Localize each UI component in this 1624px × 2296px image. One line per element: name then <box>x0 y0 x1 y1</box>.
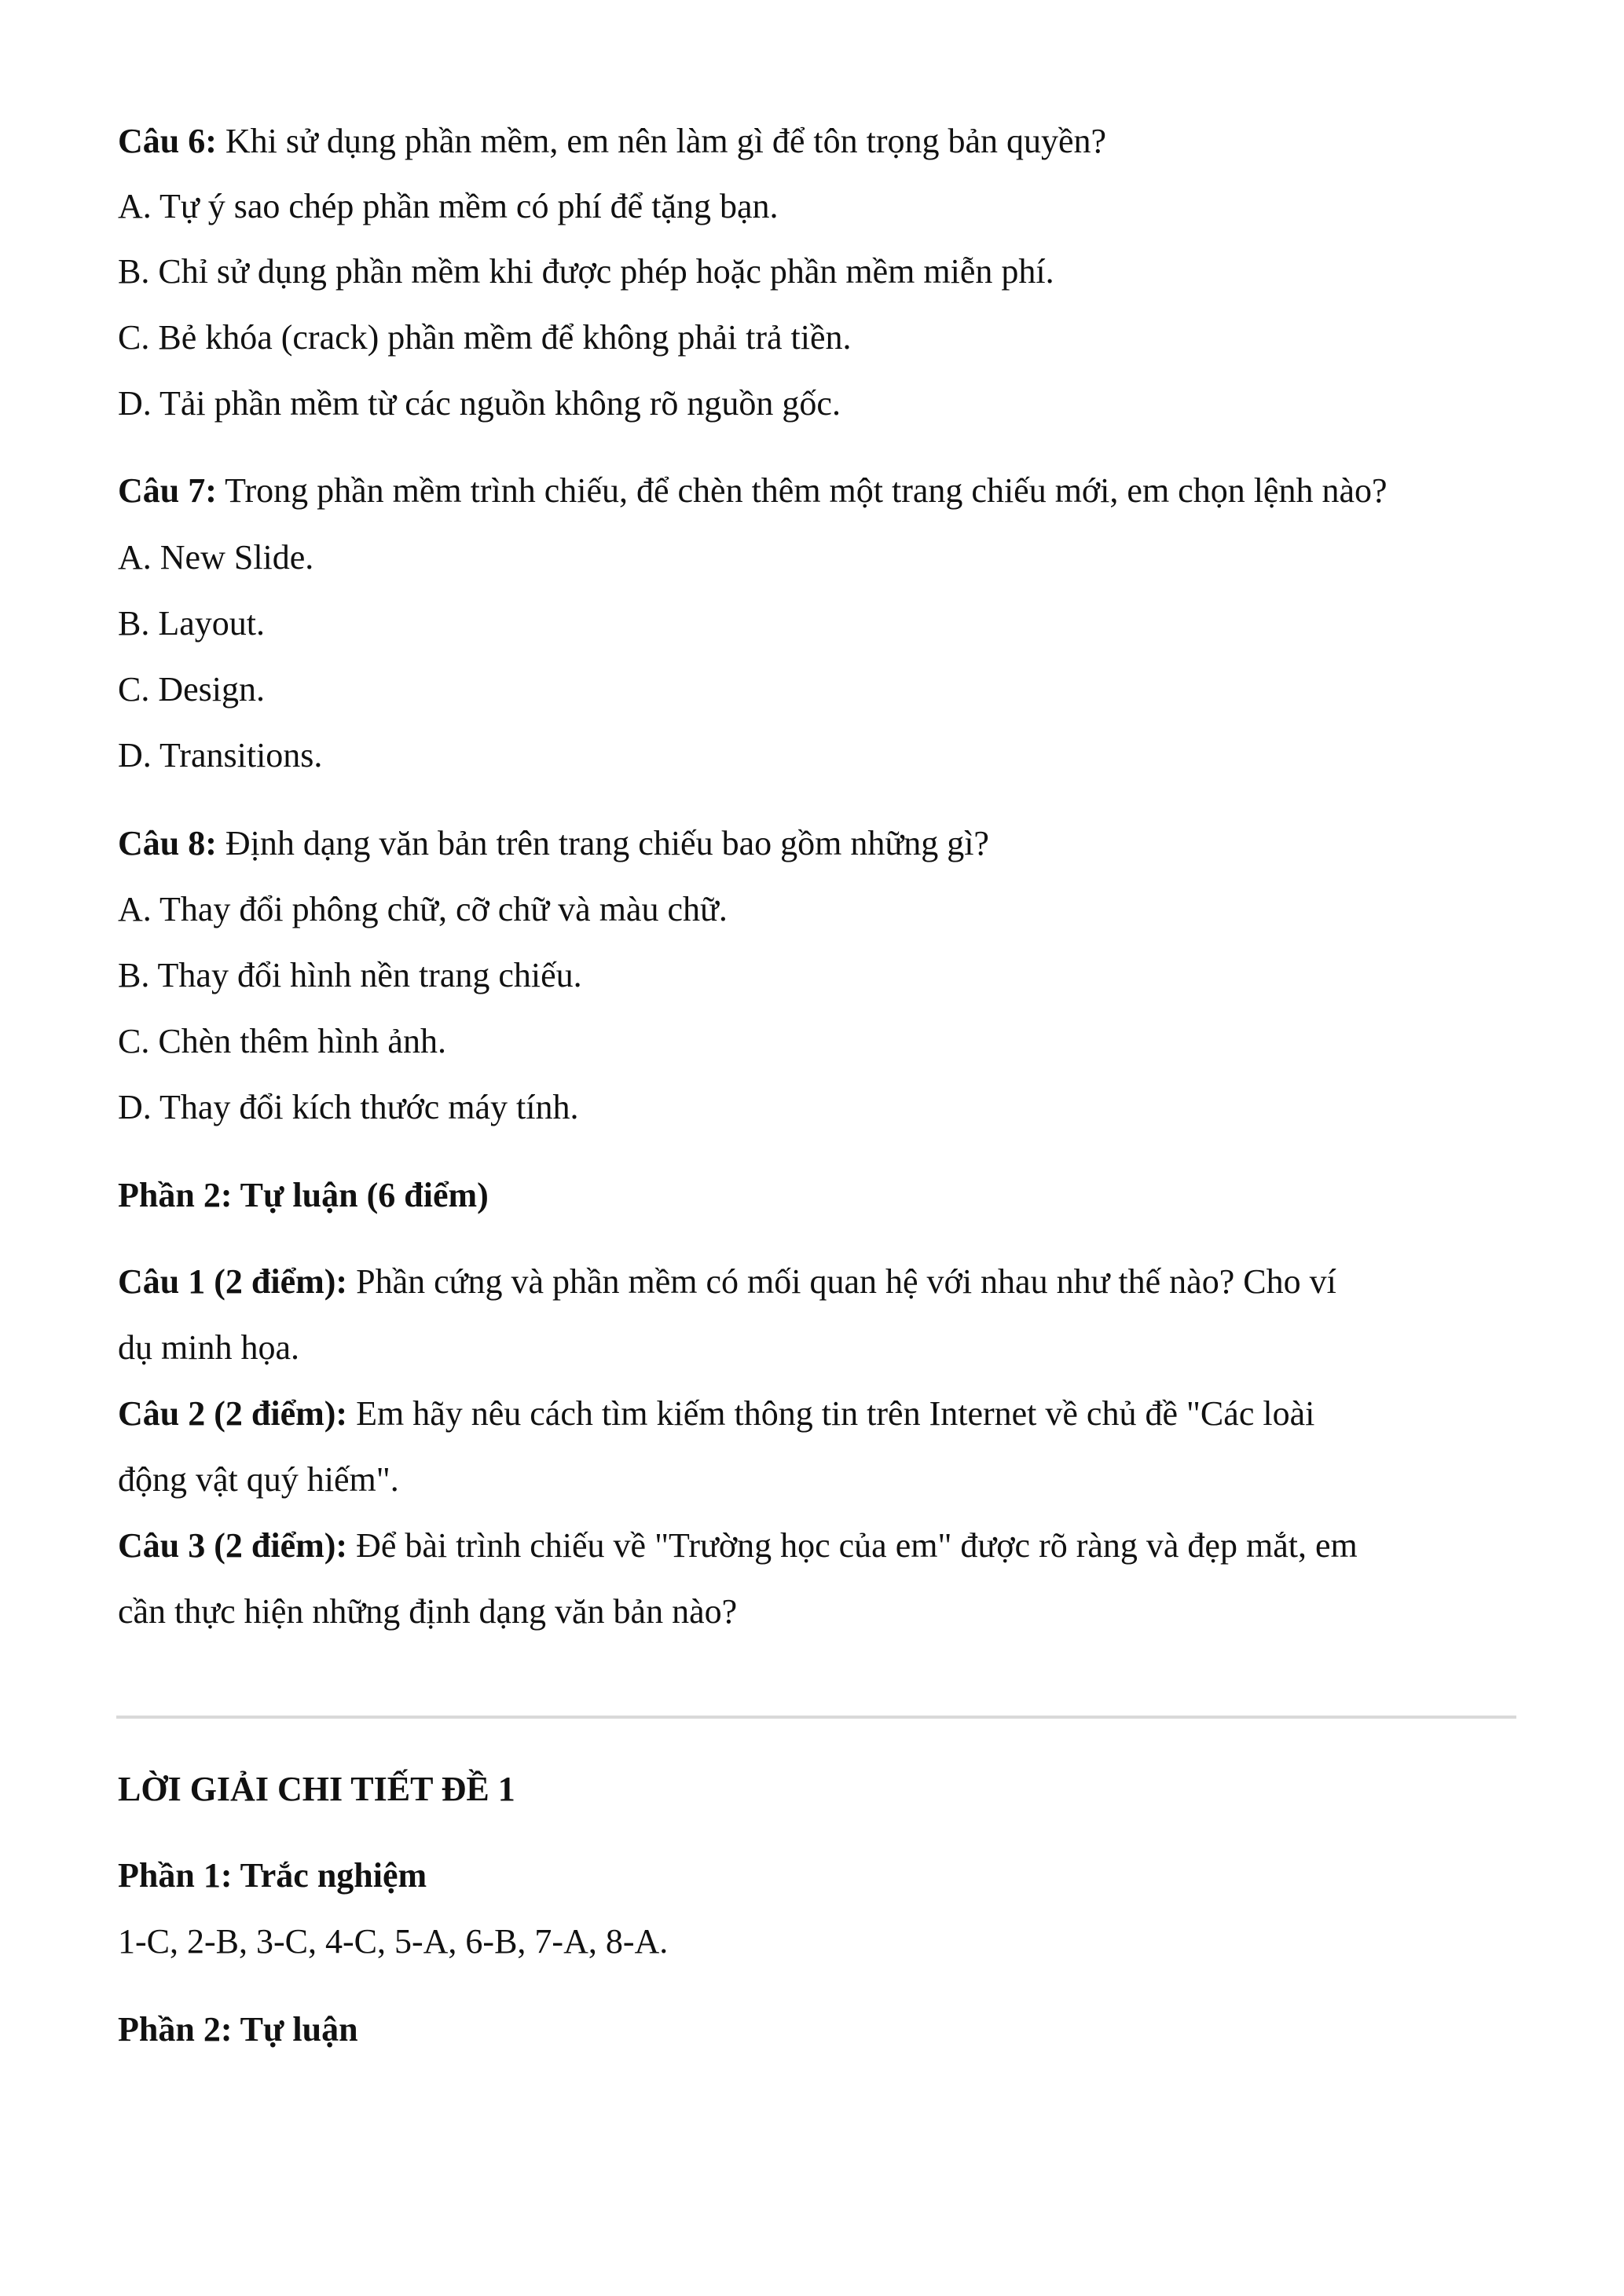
question-8-option-c: C. Chèn thêm hình ảnh. <box>118 1022 446 1060</box>
essay-question-2-text: Em hãy nêu cách tìm kiếm thông tin trên Internet về chủ đề "Các loài <box>347 1394 1315 1433</box>
question-6-option-a: A. Tự ý sao chép phần mềm có phí để tặng bạn. <box>118 187 779 225</box>
essay-question-1-continuation: dụ minh họa. <box>118 1328 299 1367</box>
essay-question-1-label: Câu 1 (2 điểm): <box>118 1262 348 1301</box>
essay-question-3-continuation: cần thực hiện những định dạng văn bản nào? <box>118 1592 738 1631</box>
solution-answer-key: 1-C, 2-B, 3-C, 4-C, 5-A, 6-B, 7-A, 8-A. <box>118 1922 669 1961</box>
question-7-option-b: B. Layout. <box>118 604 265 643</box>
essay-question-3 <box>118 1524 1358 1568</box>
question-7-option-a: A. New Slide. <box>118 538 314 577</box>
question-8-stem <box>118 822 989 866</box>
question-6-option-d: D. Tải phần mềm từ các nguồn không rõ nguồn gốc. <box>118 384 841 423</box>
solution-title: LỜI GIẢI CHI TIẾT ĐỀ 1 <box>118 1770 515 1808</box>
section-divider <box>116 1716 1516 1719</box>
question-8-text: Định dạng văn bản trên trang chiếu bao gồm những gì? <box>216 824 989 862</box>
essay-question-2-continuation: động vật quý hiếm". <box>118 1460 399 1499</box>
essay-question-2-label: Câu 2 (2 điểm): <box>118 1394 348 1433</box>
question-7-text: Trong phần mềm trình chiếu, để chèn thêm một trang chiếu mới, em chọn lệnh nào? <box>216 471 1388 510</box>
question-7-label: Câu 7: <box>118 471 217 510</box>
question-6-option-c: C. Bẻ khóa (crack) phần mềm để không phải trả tiền. <box>118 318 852 357</box>
essay-question-3-text: Để bài trình chiếu về "Trường học của em" được rõ ràng và đẹp mắt, em <box>347 1526 1358 1565</box>
part2-heading: Phần 2: Tự luận (6 điểm) <box>118 1176 489 1214</box>
question-6-option-b: B. Chỉ sử dụng phần mềm khi được phép hoặc phần mềm miễn phí. <box>118 252 1054 291</box>
essay-question-1-text: Phần cứng và phần mềm có mối quan hệ với nhau như thế nào? Cho ví <box>347 1262 1336 1301</box>
essay-question-1 <box>118 1260 1336 1304</box>
question-6-stem <box>118 119 1106 163</box>
question-8-label: Câu 8: <box>118 824 217 862</box>
question-7-option-c: C. Design. <box>118 670 265 709</box>
question-7-option-d: D. Transitions. <box>118 736 323 774</box>
question-8-option-d: D. Thay đổi kích thước máy tính. <box>118 1088 579 1126</box>
question-6-label: Câu 6: <box>118 122 217 160</box>
essay-question-2 <box>118 1392 1314 1436</box>
question-6-text: Khi sử dụng phần mềm, em nên làm gì để tôn trọng bản quyền? <box>216 122 1107 160</box>
question-8-option-b: B. Thay đổi hình nền trang chiếu. <box>118 956 582 994</box>
solution-part2-heading: Phần 2: Tự luận <box>118 2010 358 2049</box>
question-8-option-a: A. Thay đổi phông chữ, cỡ chữ và màu chữ. <box>118 890 728 928</box>
essay-question-3-label: Câu 3 (2 điểm): <box>118 1526 348 1565</box>
solution-part1-heading: Phần 1: Trắc nghiệm <box>118 1856 427 1895</box>
question-7-stem <box>118 469 1388 513</box>
